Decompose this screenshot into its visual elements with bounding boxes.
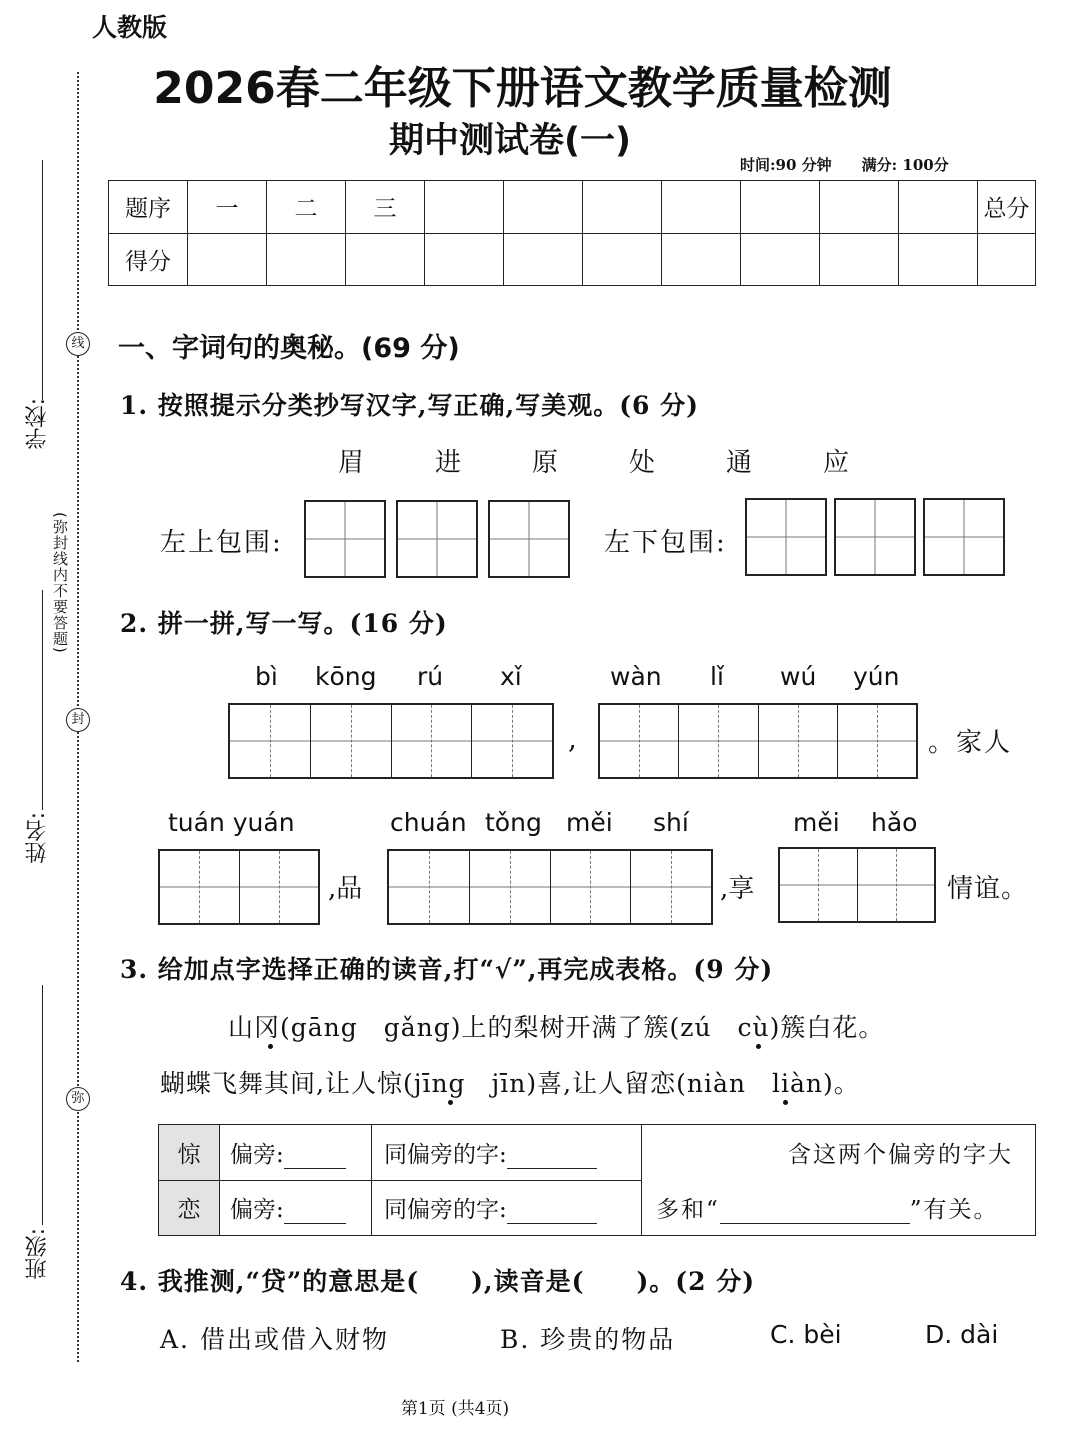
radical-note-2b: ”有关。 bbox=[909, 1197, 999, 1223]
meaning-blank[interactable] bbox=[720, 1223, 910, 1224]
name-label: 姓名: bbox=[25, 812, 50, 864]
radical-char: 惊 bbox=[159, 1125, 220, 1181]
score-cell[interactable] bbox=[346, 233, 425, 286]
radical-label: 偏旁: bbox=[230, 1197, 284, 1224]
score-table-row-label: 得分 bbox=[109, 233, 188, 286]
same-radical-label: 同偏旁的字: bbox=[384, 1197, 507, 1224]
writing-grid-row[interactable] bbox=[158, 849, 320, 925]
passage-line-1: 山冈(gāng gǎng)上的梨树开满了簇(zú cù)簇白花。 bbox=[228, 1013, 885, 1042]
page-title: 2026春二年级下册语文教学质量检测 bbox=[153, 63, 892, 114]
radical-note-1: 含这两个偏旁的字大 bbox=[642, 1125, 1036, 1181]
page-footer: 第1页 (共4页) bbox=[400, 1399, 510, 1419]
emphasis-dot bbox=[783, 1100, 788, 1105]
binding-note: (弥封线内不要答题) bbox=[51, 512, 69, 654]
char-item: 进 bbox=[435, 448, 462, 478]
pinyin: tuán yuán bbox=[168, 808, 295, 837]
left-top-label: 左上包围: bbox=[160, 528, 283, 558]
radical-label: 偏旁: bbox=[230, 1141, 284, 1168]
option-b[interactable]: B. 珍贵的物品 bbox=[500, 1325, 676, 1354]
page-subtitle: 期中测试卷(一) bbox=[389, 121, 631, 161]
writing-grid-row[interactable] bbox=[387, 849, 713, 925]
left-bottom-label: 左下包围: bbox=[604, 528, 727, 558]
score-table-section: 三 bbox=[346, 181, 425, 234]
radical-blank[interactable] bbox=[284, 1168, 346, 1169]
edition-label: 人教版 bbox=[92, 13, 168, 42]
char-item: 应 bbox=[823, 448, 850, 478]
option-d[interactable]: D. dài bbox=[925, 1320, 999, 1349]
radical-table bbox=[158, 1124, 1036, 1236]
passage-line-2: 蝴蝶飞舞其间,让人惊(jīng jīn)喜,让人留恋(niàn liàn)。 bbox=[160, 1069, 860, 1098]
class-field-line bbox=[42, 985, 43, 1225]
seal-mark-mi: 弥 bbox=[66, 1087, 90, 1111]
same-radical-label: 同偏旁的字: bbox=[384, 1141, 507, 1168]
text-fragment: 情谊。 bbox=[947, 874, 1029, 904]
section-heading: 一、字词句的奥秘。(69 分) bbox=[118, 333, 460, 364]
name-field-line bbox=[42, 590, 43, 810]
char-item: 通 bbox=[726, 448, 753, 478]
question-4-prompt: 4. 我推测,“贷”的意思是( ),读音是( )。(2 分) bbox=[120, 1267, 756, 1296]
question-2-prompt: 2. 拼一拼,写一写。(16 分) bbox=[120, 609, 448, 638]
pinyin: shí bbox=[653, 808, 689, 837]
text-fragment: ,享 bbox=[720, 874, 755, 904]
writing-grid-cell[interactable] bbox=[923, 498, 1005, 576]
pinyin: tǒng bbox=[485, 808, 542, 837]
pinyin: yún bbox=[853, 662, 900, 691]
school-field-line bbox=[42, 160, 43, 400]
writing-grid-cell[interactable] bbox=[745, 498, 827, 576]
writing-grid-cell[interactable] bbox=[396, 500, 478, 578]
char-item: 处 bbox=[629, 448, 656, 478]
radical-note-2a: 多和“ bbox=[656, 1197, 720, 1223]
pinyin: hǎo bbox=[871, 808, 918, 837]
option-c[interactable]: C. bèi bbox=[770, 1320, 842, 1349]
emphasis-dot bbox=[756, 1044, 761, 1049]
pinyin: měi bbox=[566, 808, 613, 837]
question-3-prompt: 3. 给加点字选择正确的读音,打“√”,再完成表格。(9 分) bbox=[120, 955, 774, 984]
char-item: 原 bbox=[532, 448, 559, 478]
total-score-cell[interactable] bbox=[978, 233, 1036, 286]
score-table bbox=[108, 180, 1036, 286]
school-label: 学校: bbox=[25, 398, 50, 450]
question-1-prompt: 1. 按照提示分类抄写汉字,写正确,写美观。(6 分) bbox=[120, 391, 699, 420]
punctuation: , bbox=[568, 722, 577, 755]
class-label: 班级: bbox=[25, 1228, 50, 1280]
pinyin: wàn bbox=[610, 662, 662, 691]
text-fragment: 。家人 bbox=[928, 728, 1013, 758]
radical-blank[interactable] bbox=[284, 1223, 346, 1224]
seal-mark-xian: 线 bbox=[66, 332, 90, 356]
score-table-section: 一 bbox=[188, 181, 267, 234]
writing-grid-row[interactable] bbox=[778, 847, 936, 923]
writing-grid-row[interactable] bbox=[598, 703, 918, 779]
text-fragment: ,品 bbox=[328, 874, 363, 904]
score-table-total: 总分 bbox=[978, 181, 1036, 234]
pinyin: bì bbox=[255, 662, 278, 691]
writing-grid-row[interactable] bbox=[228, 703, 554, 779]
pinyin: lǐ bbox=[710, 662, 724, 691]
pinyin: rú bbox=[417, 662, 444, 691]
radical-char: 恋 bbox=[159, 1180, 220, 1236]
option-a[interactable]: A. 借出或借入财物 bbox=[160, 1325, 389, 1354]
same-radical-blank[interactable] bbox=[507, 1223, 597, 1224]
same-radical-blank[interactable] bbox=[507, 1168, 597, 1169]
pinyin: měi bbox=[793, 808, 840, 837]
pinyin: kōng bbox=[315, 662, 377, 691]
char-item: 眉 bbox=[338, 448, 365, 478]
emphasis-dot bbox=[268, 1044, 273, 1049]
score-table-section: 二 bbox=[267, 181, 346, 234]
writing-grid-cell[interactable] bbox=[834, 498, 916, 576]
pinyin: xǐ bbox=[500, 662, 522, 691]
seal-mark-feng: 封 bbox=[66, 708, 90, 732]
emphasis-dot bbox=[448, 1100, 453, 1105]
score-table-row-label: 题序 bbox=[109, 181, 188, 234]
pinyin: chuán bbox=[390, 808, 467, 837]
writing-grid-cell[interactable] bbox=[304, 500, 386, 578]
pinyin: wú bbox=[780, 662, 817, 691]
score-cell[interactable] bbox=[267, 233, 346, 286]
exam-info: 时间:90 分钟 满分: 100分 bbox=[740, 156, 949, 174]
score-cell[interactable] bbox=[188, 233, 267, 286]
writing-grid-cell[interactable] bbox=[488, 500, 570, 578]
